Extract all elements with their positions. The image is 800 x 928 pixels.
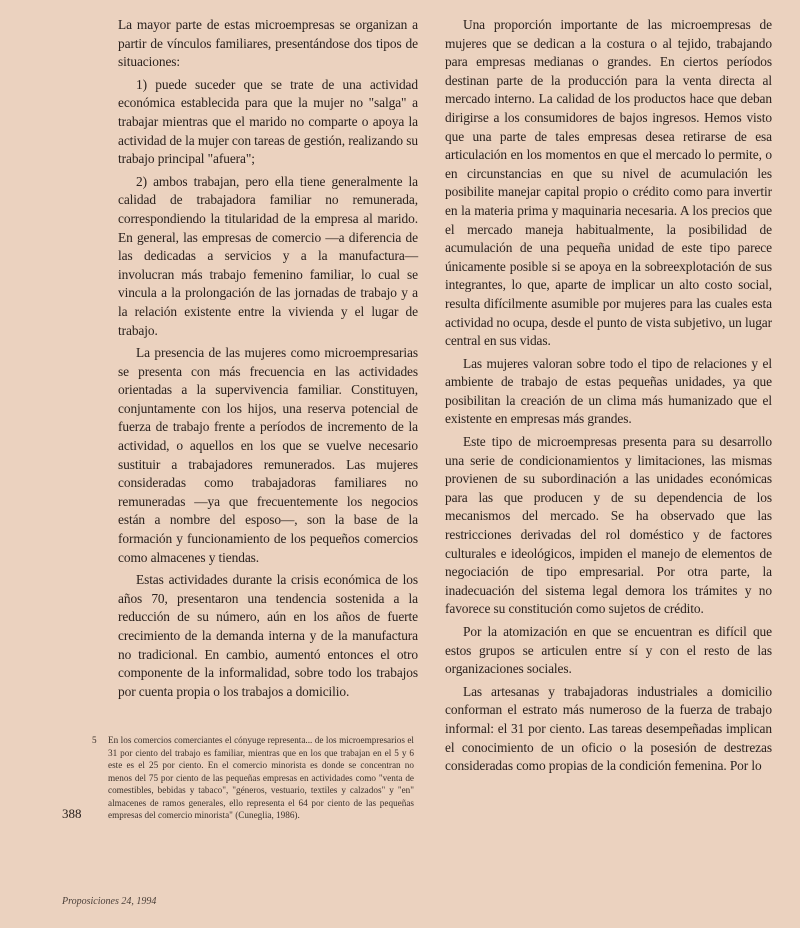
paragraph: La mayor parte de estas microempresas se organizan a partir de vínculos familiares, presentándose dos tipos de situaciones:: [118, 17, 418, 70]
paragraph: Por la atomización en que se encuentran es difícil que estos grupos se articulen entre sí y con el resto de las organizaciones sociales.: [445, 624, 772, 677]
paragraph: Las mujeres valoran sobre todo el tipo de relaciones y el ambiente de trabajo de estas pequeñas unidades, ya que posibilitan la creación de un clima más humanizado que el existente en empresas más grandes.: [445, 355, 772, 427]
right-text-column: [445, 16, 772, 780]
running-footer: Proposiciones 24, 1994: [62, 896, 157, 907]
footnote-marker: 5: [92, 735, 97, 745]
paragraph: La presencia de las mujeres como microempresarias se presenta con más frecuencia en las actividades orientadas a la supervivencia familiar. Constituyen, conjuntamente con los hijos, una reserva potencial de fuerza de trabajo frente a períodos de incremento de la actividad, o aquellos en los que se vuelve necesario sustituir a trabajadores remunerados. Las mujeres consideradas como trabajadoras familiares no remuneradas —ya que frecuentemente los negocios están a nombre del esposo—, son la base de la formación y funcionamiento de los pequeños comercios como almacenes y tiendas.: [118, 345, 418, 565]
left-text-column: [118, 16, 418, 705]
paragraph: Este tipo de microempresas presenta para su desarrollo una serie de condicionamientos y limitaciones, las mismas provienen de su subordinación a las unidades económicas para las que producen y de su dependencia de los mecanismos del mercado. Se ha observado que las restricciones derivadas del rol doméstico y de factores culturales e ideológicos, impiden el manejo de elementos de negociación de tipo empresarial. Por otra parte, la inadecuación del sistema legal demora los trámites y no favorece su constitución como sujetos de crédito.: [445, 434, 772, 617]
paragraph: Estas actividades durante la crisis económica de los años 70, presentaron una tendencia sostenida a la reducción de su número, aún en los años de fuerte crecimiento de la demanda interna y de la manufactura no tradicional. En cambio, aumentó entonces el otro componente de la informalidad, sobre todo los trabajos por cuenta propia o los trabajos a domicilio.: [118, 572, 418, 699]
footnote-text: En los comercios comerciantes el cónyuge representa... de los microempresarios el 31 por ciento del trabajo es familiar, mientras que en los que trabajan en el 5 y 6 este es el 25 por ciento. En el comercio minorista es donde se concentran no menos del 75 por ciento de las pequeñas empresas en actividades como "venta de comestibles, bebidas y tabaco", "géneros, vestuario, textiles y calzados" y "en" almacenes de ramos generales, ello representa el 64 por ciento de las pequeñas empresas del comercio minorista" (Cuneglia, 1986).: [108, 735, 414, 820]
page-number: 388: [62, 806, 82, 821]
paragraph: 2) ambos trabajan, pero ella tiene generalmente la calidad de trabajadora familiar no remunerada, correspondiendo la titularidad de la empresa al marido. En general, las empresas de comercio —a diferencia de las dedicadas a servicios y a la manufactura— involucran más trabajo femenino familiar, lo cual se vincula a la prolongación de las jornadas de trabajo y a la relación existente entre la vivienda y el lugar de trabajo.: [118, 173, 418, 338]
paragraph: Una proporción importante de las microempresas de mujeres que se dedican a la costura o al tejido, trabajando para empresas medianas o grandes. En ciertos períodos destinan parte de la producción para la venta directa al mercado interno. La calidad de los productos hace que deban dirigirse a los consumidores de bajos ingresos. Hemos visto que una parte de tales empresas desea retirarse de esa articulación en los momentos en que el mercado lo permite, o en circunstancias en que su nivel de acumulación les posibilite manejar capital propio o crédito como para invertir en la materia prima y maquinaria necesaria. A los precios que el mercado maneja habitualmente, la posibilidad de acumulación de una pequeña unidad de este tipo parece únicamente posible si se apoya en la sobreexplotación de sus integrantes, lo que, aparte de implicar un alto costo social, resulta difícilmente asumible por mujeres para las cuales esta actividad no ocupa, desde el punto de vista subjetivo, un lugar central en sus vidas.: [445, 17, 772, 349]
footnote: [92, 734, 414, 822]
paragraph: 1) puede suceder que se trate de una actividad económica establecida para que la mujer no "salga" a trabajar mientras que el marido no comparte o apoya la actividad de la mujer con tareas de gestión, realizando su trabajo principal "afuera";: [118, 76, 418, 167]
paragraph: Las artesanas y trabajadoras industriales a domicilio conforman el estrato más numeroso de la fuerza de trabajo informal: el 31 por ciento. Las tareas desempeñadas implican el conocimiento de un oficio o la posesión de destrezas consideradas como propias de la condición femenina. Por lo: [445, 683, 772, 774]
